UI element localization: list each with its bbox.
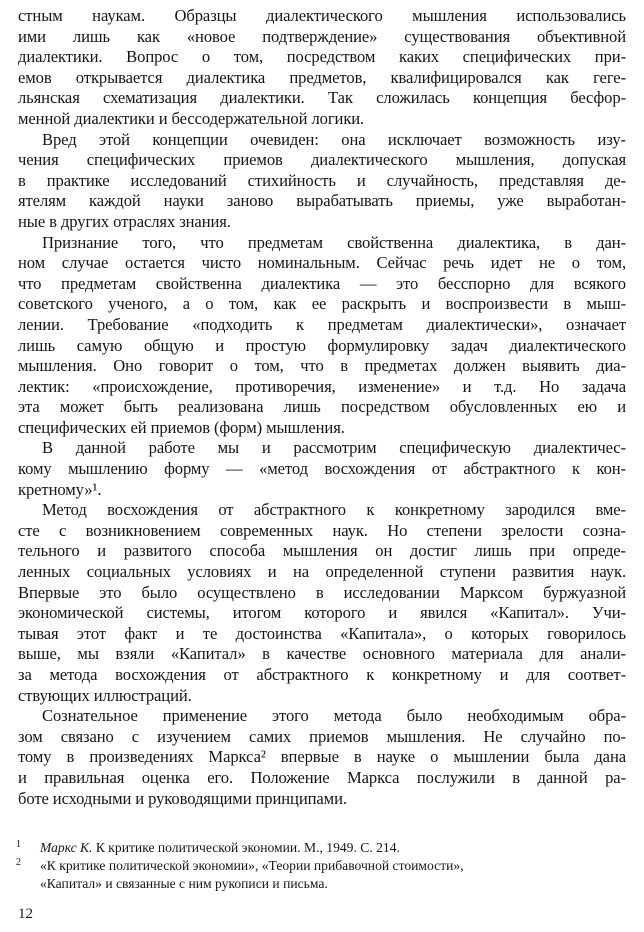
footnote-line [16,857,630,875]
text-line: Впервые это было осуществлено в исследовании Марксом буржуазной [18,582,626,602]
text-line: Вред этой концепции очевиден: она исключает возможность изу- [42,129,626,149]
footnote-author: Маркс К. [40,840,93,855]
text-line: емов открывается диалектика предметов, квалифицировался как геге- [18,67,626,87]
text-line: лении. Требование «подходить к предметам диалектически», означает [18,314,626,334]
text-line: лишь самую общую и простую формулировку задач диалектического [18,335,626,355]
text-line: Признание того, что предметам свойственна диалектика, в дан- [42,232,626,252]
text-line: ятелям каждой науки заново вырабатывать приемы, уже выработан- [18,191,626,211]
text-line: тому в произведениях Маркса² впервые в науке о мышлении была дана [18,747,626,767]
text-line: ном случае остается чисто номинальным. Сейчас речь идет не о том, [18,253,626,273]
text-line: тывая этот факт и те достоинства «Капитала», о которых говорилось [18,623,626,643]
text-line: эта может быть реализована лишь посредством обусловленных ею и [18,397,626,417]
text-line: выше, мы взяли «Капитал» в качестве основного материала для анали- [18,644,626,664]
text-line: специфических ей приемов (форм) мышления. [18,417,345,437]
text-line: сте с возникновением современных наук. Но степени зрелости созна- [18,520,626,540]
footnote-text: «К критике политической экономии», «Теории прибавочной стоимости», [40,858,464,873]
text-line: ствующих иллюстраций. [18,685,192,705]
text-line: ими лишь как «новое подтверждение» существования объективной [18,26,626,46]
text-line: Сознательное применение этого метода было необходимым обра- [42,706,626,726]
text-line: советского ученого, а о том, как ее раскрыть и воспроизвести в мыш- [18,294,626,314]
text-line: менной диалектики и бессодержательной логики. [18,108,365,128]
footnote-marker: 1 [16,839,21,850]
footnote-marker: 2 [16,857,21,868]
text-line: экономической системы, итогом которого и явился «Капитал». Учи- [18,603,626,623]
text-line: за метода восхождения от абстрактного к конкретному и для соответ- [18,665,626,684]
text-line: и правильная оценка его. Положение Маркса послужили в данной ра- [18,767,626,787]
text-line: чения специфических приемов диалектического мышления, допуская [18,150,626,170]
text-line: зом связано с изучением самих приемов мышления. Не случайно по- [18,726,626,746]
text-line: льянская схематизация диалектики. Так сложилась концепция бесфор- [18,88,626,108]
text-line: в практике исследований стихийность и случайность, представляя де- [18,170,626,190]
text-line: тельного и развитого способа мышления он достиг лишь при опреде- [18,541,626,561]
footnote-line [16,839,630,857]
text-line: диалектики. Вопрос о том, посредством каких специфических при- [18,47,626,67]
text-line: стным наукам. Образцы диалектического мышления использовались [18,6,626,25]
text-line: ленных социальных условиях и на определенной ступени развития наук. [18,562,626,582]
text-line: кретному»¹. [18,479,102,499]
text-line: лектик: «происхождение, противоречия, изменение» и т.д. Но задача [18,376,626,396]
text-line: что предметам свойственна диалектика — это бесспорно для всякого [18,273,626,293]
text-line: мышления. Оно говорит о том, что в предметах должен выявить диа- [18,356,626,376]
text-line: кому мышлению форму — «метод восхождения от абстрактного к кон- [18,459,626,479]
page-number: 12 [18,906,33,922]
body-text [18,6,626,809]
text-line: боте исходными и руководящими принципами. [18,788,347,808]
footnote-text: «Капитал» и связанные с ним рукописи и письма. [40,876,328,891]
text-line: В данной работе мы и рассмотрим специфическую диалектичес- [42,438,626,458]
text-line: ные в других отраслях знания. [18,211,231,231]
footnote-line [40,875,630,893]
text-line: Метод восхождения от абстрактного к конкретному зародился вме- [42,500,626,520]
footnotes [16,839,630,893]
footnote-text: К критике политической экономии. М., 1949. С. 214. [92,840,400,855]
